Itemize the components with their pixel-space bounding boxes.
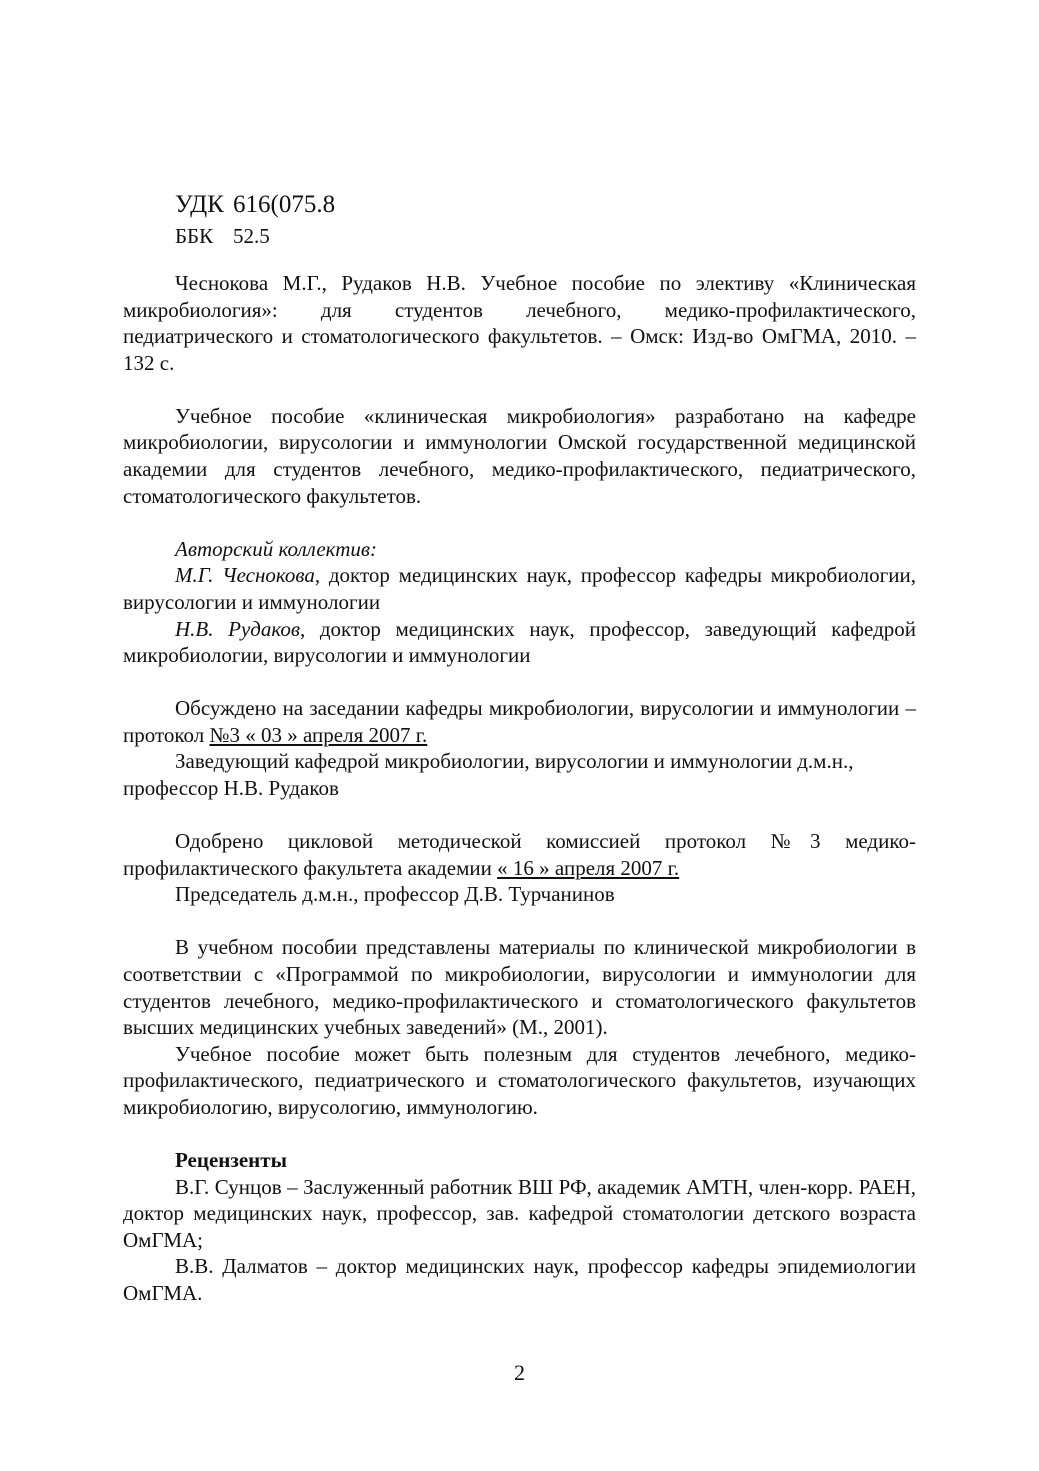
- bbk-row: [175, 221, 335, 251]
- author-1: [123, 562, 916, 615]
- bbk-value: 52.5: [233, 224, 270, 248]
- reviewer-2: В.В. Далматов – доктор медицинских наук, профессор кафедры эпидемиологии ОмГМА.: [123, 1254, 916, 1305]
- page-number: 2: [514, 1360, 525, 1385]
- authors-section: [123, 536, 916, 669]
- department-head: Заведующий кафедрой микробиологии, вирусологии и иммунологии д.м.н., профессор Н.В. Рудаков: [123, 749, 854, 800]
- reviewers-heading: Рецензенты: [175, 1148, 287, 1173]
- citation-paragraph: Чеснокова М.Г., Рудаков Н.В. Учебное пособие по элективу «Клиническая микробиология»: для студентов лечебного, медико-профилактического, педиатрического и стоматологического факультетов. – Омск: Изд-во ОмГМА, 2010. – 132 с.: [123, 271, 916, 375]
- author-2-desc: , доктор медицинских наук, профессор, заведующий кафедрой микробиологии, вирусологии и иммунологии: [123, 616, 916, 668]
- abstract-paragraph: Учебное пособие «клиническая микробиология» разработано на кафедре микробиологии, вирусологии и иммунологии Омской государственной медицинской академии для студентов лечебного, медико-профилактического, педиатрического, стоматологического факультетов.: [123, 403, 916, 508]
- description-section: [123, 934, 916, 1120]
- udk-label: УДК: [175, 191, 224, 218]
- discussed-protocol: №3 « 03 » апреля 2007 г.: [209, 722, 428, 747]
- approved-prefix: Одобрено цикловой методической комиссией протокол №3 медико-профилактического факультета академии: [123, 829, 916, 880]
- approved-date: « 16 » апреля 2007 г.: [497, 855, 680, 880]
- discussed-prefix: Обсуждено на заседании кафедры микробиологии, вирусологии и иммунологии – протокол: [123, 696, 916, 747]
- author-2-name: Н.В. Рудаков: [175, 616, 300, 641]
- discussed-text: [123, 695, 916, 748]
- reviewer-1: В.Г. Сунцов – Заслуженный работник ВШ РФ, академик АМТН, член-корр. РАЕН, доктор медицинских наук, профессор, зав. кафедрой стоматологии детского возраста ОмГМА;: [123, 1174, 916, 1252]
- description-paragraph-2: Учебное пособие может быть полезным для студентов лечебного, медико-профилактического, педиатрического и стоматологического факультетов, изучающих микробиологию, вирусологию, иммунологию.: [123, 1041, 916, 1119]
- author-1-name: М.Г. Чеснокова: [175, 563, 315, 588]
- approved-text: [123, 828, 916, 881]
- author-2: [123, 616, 916, 669]
- classification-codes: [175, 189, 335, 251]
- bbk-label: ББК: [175, 224, 214, 248]
- udk-row: [175, 189, 335, 221]
- authors-heading: Авторский коллектив:: [175, 536, 377, 561]
- document-body: [123, 270, 916, 1307]
- udk-value: 616(075.8: [233, 191, 336, 218]
- commission-chair: Председатель д.м.н., профессор Д.В. Турчанинов: [175, 882, 615, 907]
- author-1-desc: , доктор медицинских наук, профессор кафедры микробиологии, вирусологии и иммунологии: [123, 563, 916, 614]
- reviewers-section: [123, 1147, 916, 1307]
- description-paragraph-1: В учебном пособии представлены материалы по клинической микробиологии в соответствии с «Программой по микробиологии, вирусологии и иммунологии для студентов лечебного, медико-профилактического и стоматологического факультетов высших медицинских учебных заведений» (М., 2001).: [123, 935, 916, 1040]
- discussed-section: [123, 695, 916, 801]
- approved-section: [123, 828, 916, 908]
